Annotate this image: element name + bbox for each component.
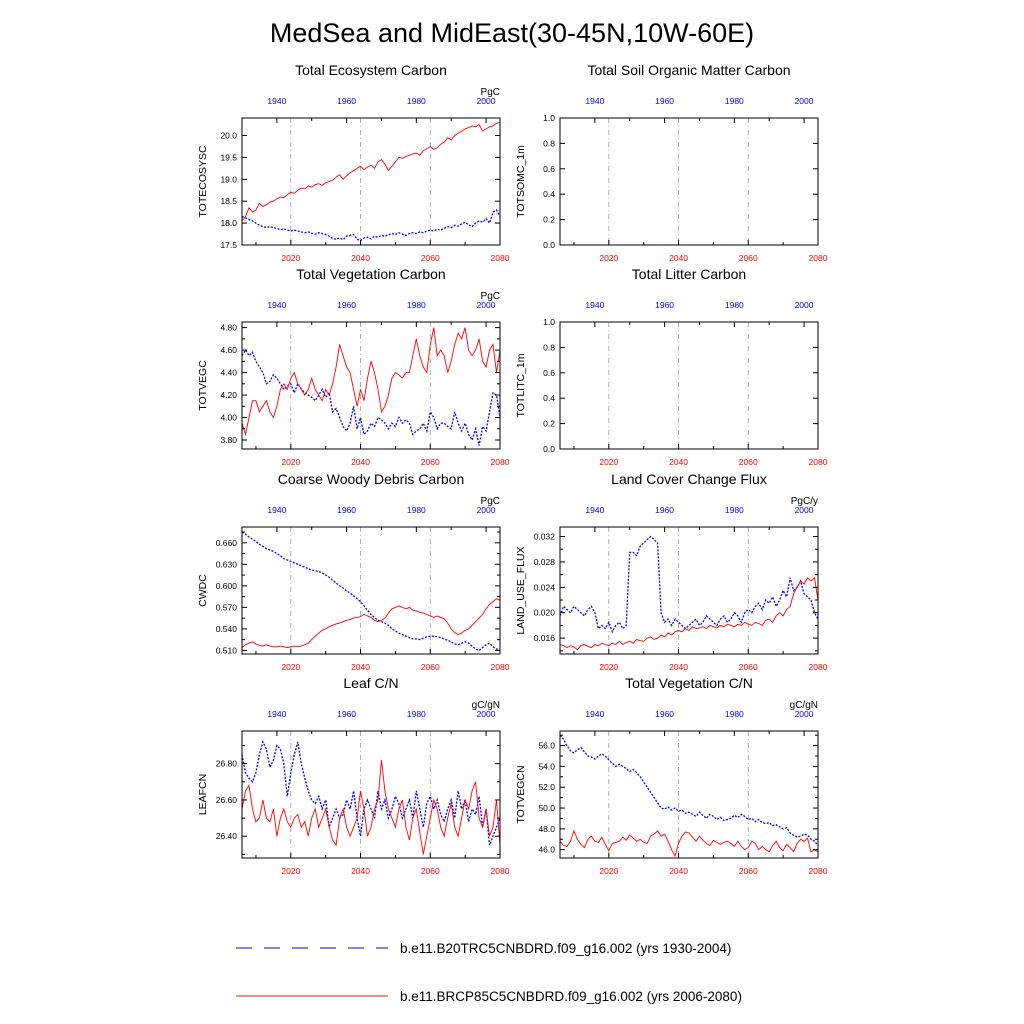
x-tick-label-bottom: 2040 <box>351 662 371 672</box>
y-axis-label: TOTECOSYSC <box>197 145 209 218</box>
units-label: PgC <box>480 87 500 98</box>
panel-0 <box>197 62 510 263</box>
x-tick-label-top: 1940 <box>585 505 605 515</box>
units-label: gC/gN <box>789 700 818 711</box>
plot-frame <box>242 118 500 245</box>
panel-title: Total Vegetation Carbon <box>296 266 446 282</box>
x-tick-label-bottom: 2020 <box>281 457 301 467</box>
x-tick-label-bottom: 2040 <box>351 253 371 263</box>
x-tick-label-bottom: 2060 <box>738 866 758 876</box>
y-tick-label: 18.0 <box>220 218 237 229</box>
plot-frame <box>560 731 818 858</box>
y-tick-label: 19.5 <box>220 152 237 163</box>
x-tick-label-bottom: 2080 <box>808 866 828 876</box>
x-tick-label-top: 1980 <box>724 505 744 515</box>
x-tick-label-top: 1980 <box>406 300 426 310</box>
series-line-historical <box>560 735 818 845</box>
y-tick-label: 0.6 <box>543 163 555 174</box>
y-axis-label: TOTSOMC_1m <box>515 145 527 218</box>
x-tick-label-top: 2000 <box>476 96 496 106</box>
x-tick-label-bottom: 2020 <box>599 253 619 263</box>
x-tick-label-bottom: 2020 <box>281 662 301 672</box>
y-tick-label: 0.630 <box>215 559 237 570</box>
x-tick-label-top: 1980 <box>406 709 426 719</box>
x-tick-label-top: 1980 <box>724 300 744 310</box>
x-tick-label-top: 1940 <box>267 96 287 106</box>
plot-frame <box>560 118 818 245</box>
y-tick-label: 4.20 <box>220 390 237 401</box>
y-tick-label: 0.8 <box>543 342 555 353</box>
panel-title: Total Soil Organic Matter Carbon <box>587 62 791 78</box>
y-tick-label: 26.60 <box>215 794 237 805</box>
panel-5 <box>515 471 828 672</box>
y-tick-label: 0.028 <box>533 556 555 567</box>
y-tick-label: 4.40 <box>220 367 237 378</box>
y-tick-label: 0.4 <box>543 393 555 404</box>
x-tick-label-top: 1940 <box>267 709 287 719</box>
x-tick-label-bottom: 2020 <box>599 662 619 672</box>
y-tick-label: 19.0 <box>220 174 237 185</box>
x-tick-label-top: 1960 <box>655 709 675 719</box>
x-tick-label-top: 1960 <box>337 300 357 310</box>
panel-4 <box>197 471 510 672</box>
panel-title: Total Vegetation C/N <box>625 675 753 691</box>
y-tick-label: 0.8 <box>543 138 555 149</box>
x-tick-label-top: 2000 <box>794 505 814 515</box>
y-tick-label: 1.0 <box>543 317 555 327</box>
series-line-historical <box>560 537 818 632</box>
plot-frame <box>560 322 818 449</box>
y-axis-label: CWDC <box>197 574 209 607</box>
x-tick-label-bottom: 2080 <box>808 457 828 467</box>
x-tick-label-bottom: 2020 <box>281 866 301 876</box>
series-line-historical <box>242 210 500 241</box>
y-tick-label: 4.60 <box>220 345 237 356</box>
y-tick-label: 52.0 <box>538 782 555 793</box>
x-tick-label-bottom: 2060 <box>738 662 758 672</box>
y-tick-label: 0.020 <box>533 607 555 618</box>
x-tick-label-bottom: 2040 <box>669 457 689 467</box>
x-tick-label-top: 1940 <box>267 300 287 310</box>
x-tick-label-bottom: 2020 <box>599 457 619 467</box>
y-tick-label: 54.0 <box>538 761 555 772</box>
y-axis-label: TOTLITC_1m <box>515 353 527 418</box>
y-tick-label: 17.5 <box>220 240 237 250</box>
x-tick-label-top: 2000 <box>476 505 496 515</box>
panel-title: Coarse Woody Debris Carbon <box>277 471 465 487</box>
y-tick-label: 0.4 <box>543 189 555 200</box>
y-tick-label: 0.016 <box>533 633 555 644</box>
y-tick-label: 1.0 <box>543 113 555 123</box>
figure-title: MedSea and MidEast(30-45N,10W-60E) <box>269 18 755 48</box>
units-label: PgC/y <box>790 496 818 507</box>
y-tick-label: 0.0 <box>543 444 555 454</box>
units-label: PgC <box>480 291 500 302</box>
y-tick-label: 0.024 <box>533 582 555 593</box>
y-tick-label: 0.2 <box>543 214 555 225</box>
legend <box>236 941 742 1004</box>
x-tick-label-top: 1940 <box>585 709 605 719</box>
panel-title: Land Cover Change Flux <box>611 471 767 487</box>
panel-title: Total Litter Carbon <box>631 266 747 282</box>
panel-title: Leaf C/N <box>343 675 399 691</box>
y-tick-label: 20.0 <box>220 130 237 141</box>
x-tick-label-top: 2000 <box>794 96 814 106</box>
x-tick-label-bottom: 2060 <box>420 866 440 876</box>
plot-frame <box>242 527 500 654</box>
x-tick-label-top: 1960 <box>655 505 675 515</box>
x-tick-label-bottom: 2040 <box>351 457 371 467</box>
x-tick-label-bottom: 2080 <box>490 662 510 672</box>
x-tick-label-top: 1940 <box>585 300 605 310</box>
x-tick-label-bottom: 2060 <box>738 457 758 467</box>
x-tick-label-bottom: 2020 <box>281 253 301 263</box>
x-tick-label-top: 1940 <box>267 505 287 515</box>
x-tick-label-bottom: 2080 <box>490 457 510 467</box>
panel-1 <box>515 62 828 263</box>
x-tick-label-bottom: 2040 <box>351 866 371 876</box>
x-tick-label-top: 1960 <box>337 96 357 106</box>
y-tick-label: 0.570 <box>215 602 237 613</box>
x-tick-label-top: 2000 <box>794 300 814 310</box>
y-tick-label: 26.80 <box>215 758 237 769</box>
y-tick-label: 0.2 <box>543 418 555 429</box>
x-tick-label-bottom: 2080 <box>490 253 510 263</box>
y-tick-label: 0.510 <box>215 645 237 656</box>
x-tick-label-top: 1960 <box>655 300 675 310</box>
y-tick-label: 3.80 <box>220 435 237 446</box>
series-line-rcp85 <box>242 122 500 220</box>
legend-label-historical: b.e11.B20TRC5CNBDRD.f09_g16.002 (yrs 1930-2004) <box>400 941 732 956</box>
series-line-historical <box>242 350 500 446</box>
series-line-rcp85 <box>560 831 818 856</box>
series-line-historical <box>242 742 500 845</box>
x-tick-label-top: 1980 <box>724 96 744 106</box>
y-tick-label: 4.00 <box>220 412 237 423</box>
x-tick-label-bottom: 2060 <box>420 662 440 672</box>
x-tick-label-bottom: 2080 <box>808 662 828 672</box>
series-line-historical <box>242 532 500 650</box>
y-axis-label: LAND_USE_FLUX <box>515 546 527 635</box>
y-tick-label: 56.0 <box>538 740 555 751</box>
y-tick-label: 0.0 <box>543 240 555 250</box>
x-tick-label-bottom: 2080 <box>808 253 828 263</box>
units-label: PgC <box>480 496 500 507</box>
y-axis-label: TOTVEGC <box>197 360 209 411</box>
chart-panels <box>197 62 828 876</box>
y-tick-label: 0.6 <box>543 367 555 378</box>
panel-2 <box>197 266 510 467</box>
x-tick-label-top: 1960 <box>655 96 675 106</box>
series-line-rcp85 <box>242 328 500 435</box>
panel-6 <box>197 675 510 876</box>
x-tick-label-bottom: 2040 <box>669 662 689 672</box>
x-tick-label-top: 1980 <box>406 96 426 106</box>
y-tick-label: 26.40 <box>215 831 237 842</box>
x-tick-label-bottom: 2040 <box>669 253 689 263</box>
y-tick-label: 48.0 <box>538 823 555 834</box>
x-tick-label-top: 2000 <box>476 709 496 719</box>
panel-7 <box>515 675 828 876</box>
y-tick-label: 0.540 <box>215 623 237 634</box>
y-tick-label: 0.600 <box>215 580 237 591</box>
x-tick-label-bottom: 2080 <box>490 866 510 876</box>
plot-frame <box>560 527 818 654</box>
legend-label-rcp85: b.e11.BRCP85C5CNBDRD.f09_g16.002 (yrs 2006-2080) <box>400 989 742 1004</box>
x-tick-label-top: 1940 <box>585 96 605 106</box>
x-tick-label-top: 1960 <box>337 505 357 515</box>
y-tick-label: 18.5 <box>220 196 237 207</box>
y-tick-label: 46.0 <box>538 844 555 855</box>
units-label: gC/gN <box>471 700 500 711</box>
y-tick-label: 0.032 <box>533 531 555 542</box>
y-axis-label: LEAFCN <box>197 773 209 816</box>
x-tick-label-top: 2000 <box>476 300 496 310</box>
y-tick-label: 50.0 <box>538 803 555 814</box>
panel-3 <box>515 266 828 467</box>
x-tick-label-bottom: 2040 <box>669 866 689 876</box>
x-tick-label-bottom: 2060 <box>420 457 440 467</box>
series-line-rcp85 <box>560 578 818 650</box>
x-tick-label-top: 1980 <box>406 505 426 515</box>
x-tick-label-top: 1960 <box>337 709 357 719</box>
y-axis-label: TOTVEGCN <box>515 765 527 824</box>
y-tick-label: 4.80 <box>220 322 237 333</box>
series-line-rcp85 <box>242 599 500 648</box>
x-tick-label-bottom: 2020 <box>599 866 619 876</box>
x-tick-label-top: 1980 <box>724 709 744 719</box>
x-tick-label-bottom: 2060 <box>420 253 440 263</box>
x-tick-label-top: 2000 <box>794 709 814 719</box>
x-tick-label-bottom: 2060 <box>738 253 758 263</box>
y-tick-label: 0.660 <box>215 537 237 548</box>
panel-title: Total Ecosystem Carbon <box>295 62 447 78</box>
